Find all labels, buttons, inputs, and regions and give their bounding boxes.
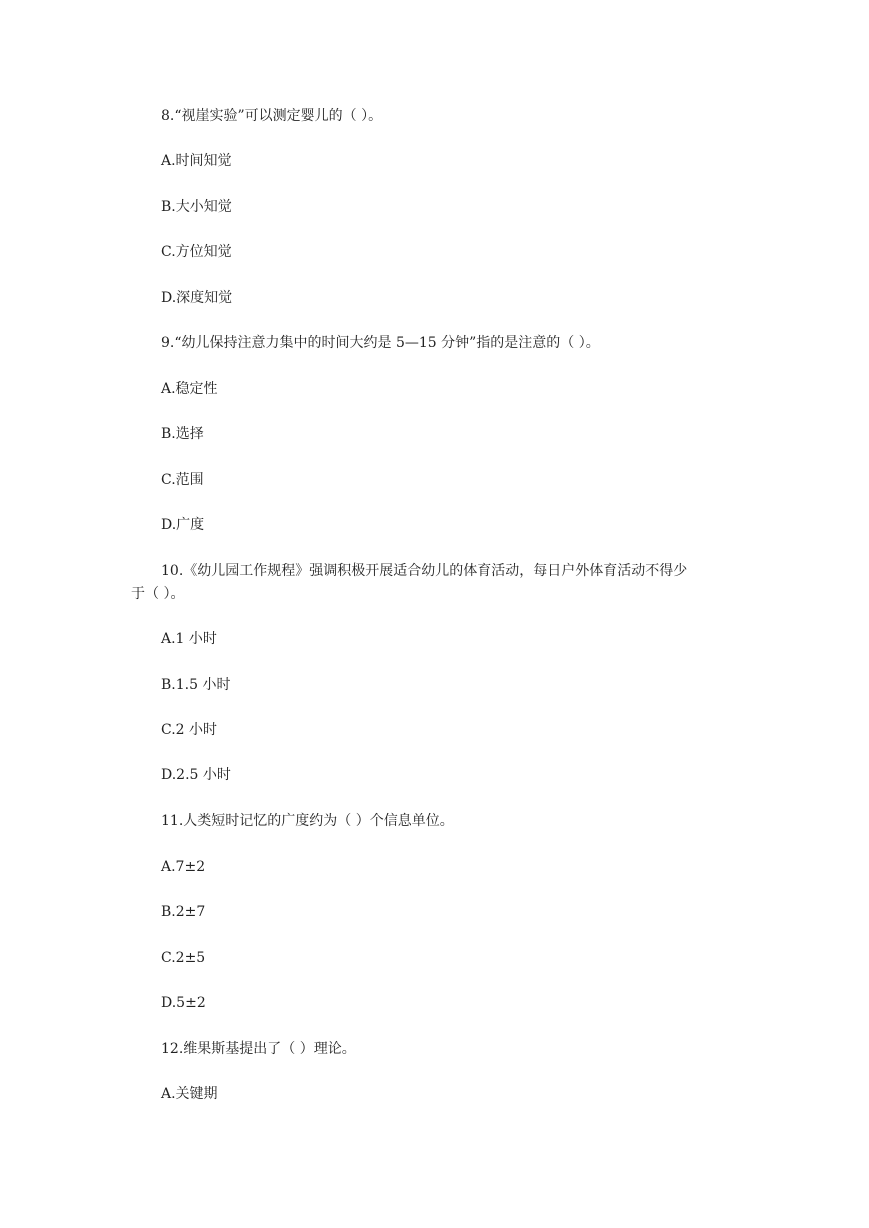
question-11-option-d: D.5±2	[161, 995, 206, 1011]
question-11-option-c: C.2±5	[161, 950, 206, 966]
question-11-stem: 11.人类短时记忆的广度约为（ ）个信息单位。	[161, 813, 454, 829]
question-9-option-a: A.稳定性	[161, 381, 218, 397]
question-9-option-b: B.选择	[161, 426, 204, 442]
question-8-option-b: B.大小知觉	[161, 199, 232, 215]
question-9-option-c: C.范围	[161, 472, 204, 488]
question-8-option-a: A.时间知觉	[161, 153, 232, 169]
question-10-option-d: D.2.5 小时	[161, 767, 231, 783]
question-8-option-c: C.方位知觉	[161, 244, 232, 260]
question-12-stem: 12.维果斯基提出了（ ）理论。	[161, 1041, 356, 1057]
question-9-option-d: D.广度	[161, 517, 205, 533]
question-10-option-a: A.1 小时	[161, 631, 217, 647]
question-10-option-c: C.2 小时	[161, 722, 218, 738]
question-10-option-b: B.1.5 小时	[161, 677, 231, 693]
question-11-option-a: A.7±2	[161, 859, 206, 875]
question-10-stem-continued: 于（ ）。	[131, 586, 185, 602]
question-10-stem: 10.《幼儿园工作规程》强调积极开展适合幼儿的体育活动，每日户外体育活动不得少	[161, 563, 688, 579]
question-11-option-b: B.2±7	[161, 904, 206, 920]
question-8-option-d: D.深度知觉	[161, 290, 233, 306]
question-8-stem: 8.“视崖实验”可以测定婴儿的（ ）。	[161, 108, 383, 124]
question-12-option-a: A.关键期	[161, 1086, 218, 1102]
question-9-stem: 9.“幼儿保持注意力集中的时间大约是 5—15 分钟”指的是注意的（ ）。	[161, 335, 600, 351]
